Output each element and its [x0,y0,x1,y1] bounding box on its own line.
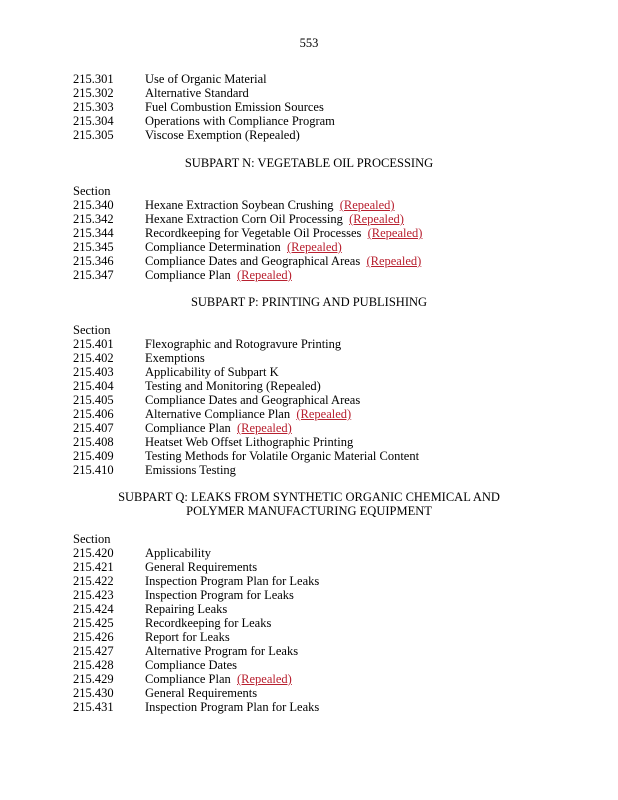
section-title: Compliance Determination [145,240,281,254]
toc-row [73,72,573,86]
section-number: 215.304 [73,114,114,128]
page-number: 553 [299,36,319,50]
toc-row [73,658,573,672]
section-number: 215.345 [73,240,114,254]
section-title: Repairing Leaks [145,602,228,616]
section-list-subpart-k-tail [73,72,573,142]
section-title: General Requirements [145,686,258,700]
section-title: Alternative Standard [145,86,249,100]
section-number: 215.429 [73,672,114,686]
section-number: 215.404 [73,379,114,393]
section-title: Operations with Compliance Program [145,114,335,128]
toc-row [73,588,573,602]
repealed-mark: (Repealed) [286,240,342,254]
toc-row [73,226,573,240]
section-number: 215.422 [73,574,114,588]
toc-row [73,700,573,714]
section-number: 215.421 [73,560,114,574]
section-title: Flexographic and Rotogravure Printing [145,337,342,351]
toc-row [73,337,573,351]
section-label: Section [73,532,111,546]
section-list-subpart-p [73,323,573,477]
toc-row [73,602,573,616]
toc-row [73,100,573,114]
section-title: Hexane Extraction Soybean Crushing [145,198,334,212]
section-number: 215.423 [73,588,114,602]
section-number: 215.403 [73,365,114,379]
section-number: 215.346 [73,254,114,268]
section-number: 215.401 [73,337,114,351]
subpart-q-heading-line2: POLYMER MANUFACTURING EQUIPMENT [186,504,432,518]
section-title: Report for Leaks [145,630,230,644]
section-list-subpart-q [73,532,573,714]
section-number: 215.424 [73,602,114,616]
section-title: Viscose Exemption (Repealed) [145,128,300,142]
section-number: 215.347 [73,268,114,282]
section-number: 215.425 [73,616,114,630]
section-title: Recordkeeping for Vegetable Oil Processes [145,226,362,240]
section-title: Recordkeeping for Leaks [145,616,272,630]
section-number: 215.303 [73,100,114,114]
section-number: 215.407 [73,421,114,435]
section-title: General Requirements [145,560,258,574]
section-title: Exemptions [145,351,205,365]
section-title: Compliance Dates and Geographical Areas [145,393,361,407]
subpart-q-heading-line1: SUBPART Q: LEAKS FROM SYNTHETIC ORGANIC CHEMICAL AND [118,490,500,504]
toc-row [73,421,573,435]
section-title: Inspection Program Plan for Leaks [145,700,320,714]
section-title: Compliance Dates and Geographical Areas [145,254,361,268]
repealed-mark: (Repealed) [367,226,423,240]
section-number: 215.431 [73,700,114,714]
section-title: Applicability of Subpart K [145,365,279,379]
toc-row [73,268,573,282]
section-title: Compliance Dates [145,658,237,672]
section-number: 215.408 [73,435,114,449]
toc-row [73,198,573,212]
section-title: Testing Methods for Volatile Organic Material Content [145,449,420,463]
section-number: 215.344 [73,226,114,240]
toc-row [73,463,573,477]
section-title: Inspection Program for Leaks [145,588,294,602]
section-title: Heatset Web Offset Lithographic Printing [145,435,354,449]
section-title: Fuel Combustion Emission Sources [145,100,324,114]
toc-row [73,407,573,421]
section-number: 215.405 [73,393,114,407]
toc-row [73,672,573,686]
section-number: 215.427 [73,644,114,658]
repealed-mark: (Repealed) [339,198,395,212]
section-title: Compliance Plan [145,268,231,282]
section-number: 215.420 [73,546,114,560]
repealed-mark: (Repealed) [349,212,404,226]
repealed-mark: (Repealed) [237,268,292,282]
section-title: Alternative Compliance Plan [145,407,291,421]
toc-row [73,560,573,574]
section-number: 215.410 [73,463,114,477]
subpart-q-rows [73,546,573,714]
section-list-subpart-n [73,184,573,282]
section-number: 215.430 [73,686,114,700]
section-number: 215.402 [73,351,114,365]
subpart-n-rows [73,198,573,282]
repealed-mark: (Repealed) [237,421,292,435]
section-number: 215.428 [73,658,114,672]
section-title: Compliance Plan [145,421,231,435]
section-label: Section [73,184,111,198]
repealed-mark: (Repealed) [237,672,292,686]
toc-row [73,574,573,588]
section-title: Alternative Program for Leaks [145,644,299,658]
section-number: 215.340 [73,198,114,212]
toc-row [73,379,573,393]
subpart-p-rows [73,337,573,477]
section-number: 215.302 [73,86,114,100]
section-number: 215.406 [73,407,114,421]
toc-row [73,128,573,142]
subpart-n-heading: SUBPART N: VEGETABLE OIL PROCESSING [184,156,434,170]
toc-row [73,351,573,365]
section-number: 215.409 [73,449,114,463]
section-number: 215.305 [73,128,114,142]
toc-row [73,686,573,700]
section-label: Section [73,323,111,337]
section-title: Inspection Program Plan for Leaks [145,574,320,588]
toc-row [73,630,573,644]
section-title: Hexane Extraction Corn Oil Processing [145,212,343,226]
section-title: Emissions Testing [145,463,236,477]
section-title: Use of Organic Material [145,72,267,86]
toc-row [73,254,573,268]
toc-row [73,644,573,658]
subpart-p-heading: SUBPART P: PRINTING AND PUBLISHING [190,295,428,309]
section-number: 215.342 [73,212,114,226]
toc-row [73,435,573,449]
repealed-mark: (Repealed) [366,254,422,268]
section-number: 215.426 [73,630,114,644]
toc-row [73,449,573,463]
toc-row [73,240,573,254]
section-title: Testing and Monitoring (Repealed) [145,379,321,393]
section-number: 215.301 [73,72,114,86]
section-title: Compliance Plan [145,672,231,686]
toc-row [73,114,573,128]
toc-row [73,546,573,560]
repealed-mark: (Repealed) [296,407,352,421]
toc-row [73,86,573,100]
toc-row [73,616,573,630]
toc-row [73,393,573,407]
toc-row [73,212,573,226]
section-title: Applicability [145,546,211,560]
toc-row [73,365,573,379]
